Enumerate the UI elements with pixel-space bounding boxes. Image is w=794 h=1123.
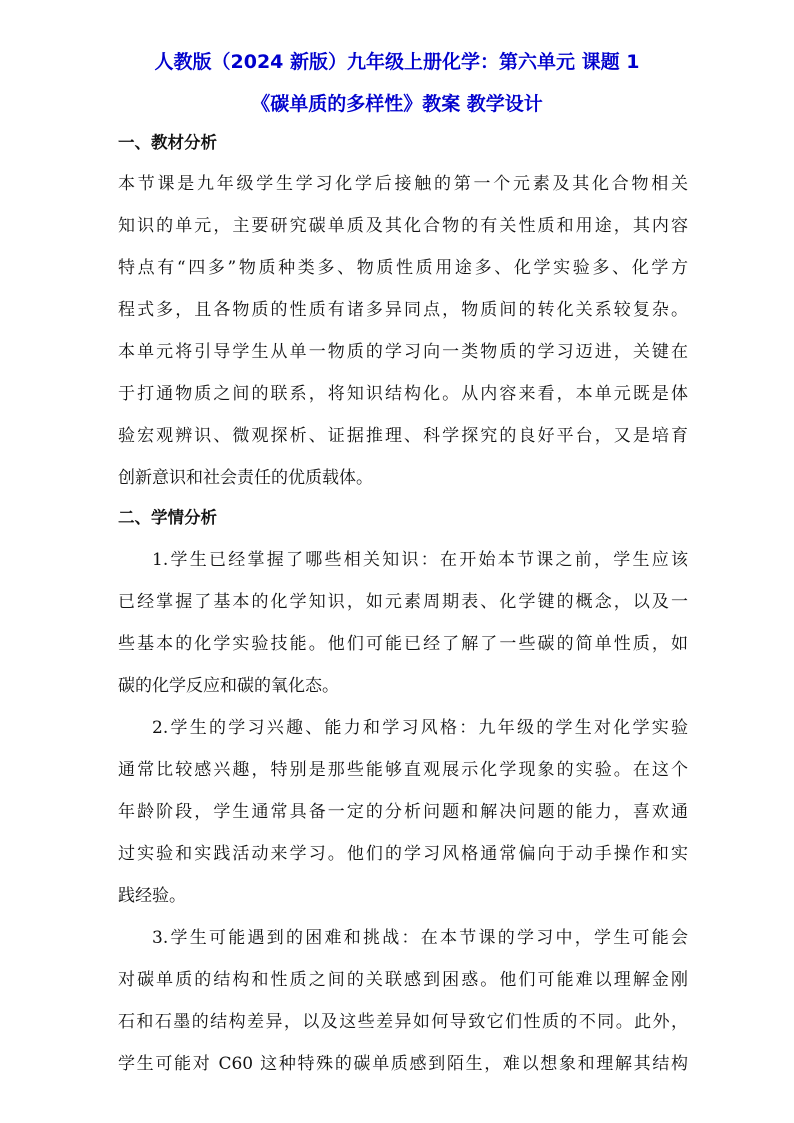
paragraph-line: 本单元将引导学生从单一物质的学习向一类物质的学习迈进，关键在 xyxy=(118,342,688,362)
section-heading-student-analysis: 二、学情分析 xyxy=(118,508,217,527)
paragraph-line: 于打通物质之间的联系，将知识结构化。从内容来看，本单元既是体 xyxy=(118,384,688,404)
paragraph-line: 验宏观辨识、微观探析、证据推理、科学探究的良好平台，又是培育 xyxy=(118,426,688,446)
paragraph-line: 碳的化学反应和碳的氧化态。 xyxy=(118,676,339,696)
paragraph-line: 3.学生可能遇到的困难和挑战：在本节课的学习中，学生可能会 xyxy=(152,928,688,948)
paragraph-line: 1.学生已经掌握了哪些相关知识：在开始本节课之前，学生应该 xyxy=(152,550,688,570)
paragraph-line: 年龄阶段，学生通常具备一定的分析问题和解决问题的能力，喜欢通 xyxy=(118,802,688,822)
paragraph-line: 2.学生的学习兴趣、能力和学习风格：九年级的学生对化学实验 xyxy=(152,718,688,738)
paragraph-line: 石和石墨的结构差异，以及这些差异如何导致它们性质的不同。此外， xyxy=(118,1012,688,1032)
paragraph-line: 践经验。 xyxy=(118,886,186,906)
paragraph-line: 本节课是九年级学生学习化学后接触的第一个元素及其化合物相关 xyxy=(118,174,688,194)
paragraph-line: 特点有“四多”物质种类多、物质性质用途多、化学实验多、化学方 xyxy=(118,258,688,278)
paragraph-line: 通常比较感兴趣，特别是那些能够直观展示化学现象的实验。在这个 xyxy=(118,760,688,780)
paragraph-line: 些基本的化学实验技能。他们可能已经了解了一些碳的简单性质，如 xyxy=(118,634,688,654)
paragraph-line: 已经掌握了基本的化学知识，如元素周期表、化学键的概念，以及一 xyxy=(118,592,688,612)
paragraph-line: 程式多，且各物质的性质有诸多异同点，物质间的转化关系较复杂。 xyxy=(118,300,688,320)
paragraph-line: 知识的单元，主要研究碳单质及其化合物的有关性质和用途，其内容 xyxy=(118,216,688,236)
paragraph-line: 过实验和实践活动来学习。他们的学习风格通常偏向于动手操作和实 xyxy=(118,844,688,864)
paragraph-line: 学生可能对 C60 这种特殊的碳单质感到陌生，难以想象和理解其结构 xyxy=(118,1054,688,1074)
document-title-line-2: 《碳单质的多样性》教案 教学设计 xyxy=(251,93,543,115)
paragraph-line: 创新意识和社会责任的优质载体。 xyxy=(118,468,373,488)
document-title-line-1: 人教版（2024 新版）九年级上册化学：第六单元 课题 1 xyxy=(154,51,640,73)
paragraph-line: 对碳单质的结构和性质之间的关联感到困惑。他们可能难以理解金刚 xyxy=(118,970,688,990)
section-heading-textbook-analysis: 一、教材分析 xyxy=(118,133,217,152)
